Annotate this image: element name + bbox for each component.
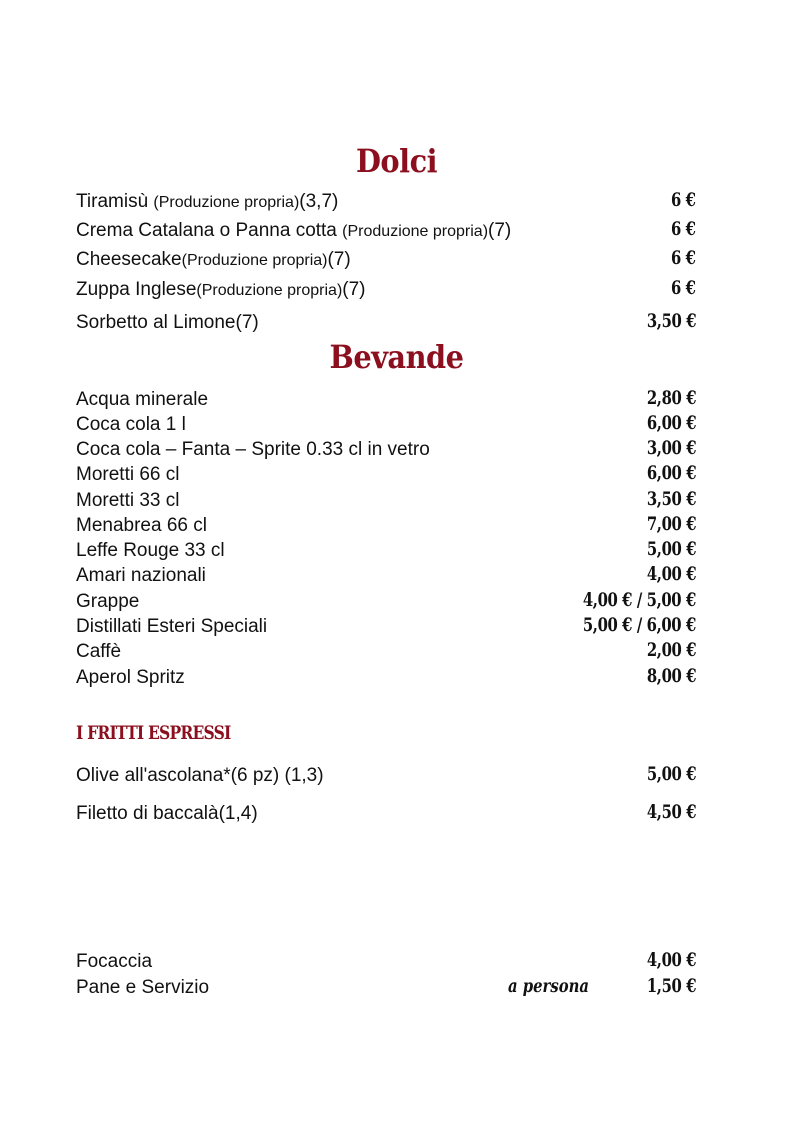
item-price: 3,50 € xyxy=(646,310,696,332)
item-price: 6 € xyxy=(671,247,696,269)
item-name: Pane e Servizio xyxy=(76,977,210,998)
bevande-item xyxy=(76,464,696,490)
item-name: Distillati Esteri Speciali xyxy=(76,616,268,637)
dolci-item xyxy=(76,279,696,305)
dolci-item xyxy=(76,312,696,338)
item-price: 5,00 € / 6,00 € xyxy=(582,614,696,636)
fritti-heading: I FRITTI ESPRESSI xyxy=(76,722,231,744)
item-price: 4,50 € xyxy=(646,801,696,823)
per-person-qualifier: a persona xyxy=(508,975,589,997)
extra-item xyxy=(76,951,696,977)
item-price: 6 € xyxy=(671,277,696,299)
bevande-item xyxy=(76,641,696,667)
item-name: Acqua minerale xyxy=(76,389,209,410)
bevande-item xyxy=(76,439,696,465)
item-price: 2,80 € xyxy=(646,387,696,409)
item-name: Aperol Spritz xyxy=(76,667,185,688)
item-name: Coca cola – Fanta – Sprite 0.33 cl in vetro xyxy=(76,439,430,460)
item-name: Leffe Rouge 33 cl xyxy=(76,540,225,561)
dolci-heading: Dolci xyxy=(355,142,438,180)
bevande-item xyxy=(76,667,696,693)
item-price: 6,00 € xyxy=(646,412,696,434)
dolci-item xyxy=(76,220,696,246)
item-price: 3,00 € xyxy=(646,437,696,459)
fritti-item xyxy=(76,765,696,791)
bevande-item xyxy=(76,490,696,516)
item-allergens: (3,7) xyxy=(299,191,339,212)
item-allergens: (7) xyxy=(327,249,351,270)
item-name: Grappe xyxy=(76,591,140,612)
item-price: 5,00 € xyxy=(646,538,696,560)
fritti-item xyxy=(76,803,696,829)
bevande-item xyxy=(76,565,696,591)
bevande-heading: Bevande xyxy=(329,338,464,376)
item-price: 4,00 € xyxy=(646,949,696,971)
item-note: (Produzione propria) xyxy=(181,252,328,269)
bevande-item xyxy=(76,616,696,642)
item-allergens: (7) xyxy=(488,220,512,241)
item-name: Moretti 66 cl xyxy=(76,464,180,485)
item-name: Focaccia xyxy=(76,951,153,972)
item-allergens: (1,4) xyxy=(218,803,258,824)
dolci-item xyxy=(76,249,696,275)
dolci-item xyxy=(76,191,696,217)
item-name: Tiramisù xyxy=(76,191,149,212)
item-name: Amari nazionali xyxy=(76,565,206,586)
item-note: (Produzione propria) xyxy=(153,194,300,211)
extra-item xyxy=(76,977,696,1003)
item-price: 2,00 € xyxy=(646,639,696,661)
item-name: Zuppa Inglese xyxy=(76,279,197,300)
item-allergens: (7) xyxy=(342,279,366,300)
item-name: Menabrea 66 cl xyxy=(76,515,207,536)
item-allergens: (7) xyxy=(235,312,259,333)
item-note: (Produzione propria) xyxy=(196,282,343,299)
item-note: (Produzione propria) xyxy=(342,223,489,240)
item-price: 6,00 € xyxy=(646,462,696,484)
bevande-item xyxy=(76,515,696,541)
item-price: 4,00 € xyxy=(646,563,696,585)
item-price: 8,00 € xyxy=(646,665,696,687)
item-price: 6 € xyxy=(671,189,696,211)
item-price: 1,50 € xyxy=(646,975,696,997)
item-name: Moretti 33 cl xyxy=(76,490,180,511)
item-name: Olive all'ascolana*(6 pz) (1,3) xyxy=(76,765,324,786)
item-price: 6 € xyxy=(671,218,696,240)
item-price: 4,00 € / 5,00 € xyxy=(582,589,696,611)
item-name: Caffè xyxy=(76,641,122,662)
item-name: Crema Catalana o Panna cotta xyxy=(76,220,337,241)
item-name: Filetto di baccalà xyxy=(76,803,219,824)
bevande-item xyxy=(76,389,696,415)
item-price: 3,50 € xyxy=(646,488,696,510)
item-price: 7,00 € xyxy=(646,513,696,535)
item-name: Sorbetto al Limone xyxy=(76,312,236,333)
bevande-item xyxy=(76,540,696,566)
bevande-item xyxy=(76,414,696,440)
item-name: Cheesecake xyxy=(76,249,182,270)
item-name: Coca cola 1 l xyxy=(76,414,186,435)
item-price: 5,00 € xyxy=(646,763,696,785)
